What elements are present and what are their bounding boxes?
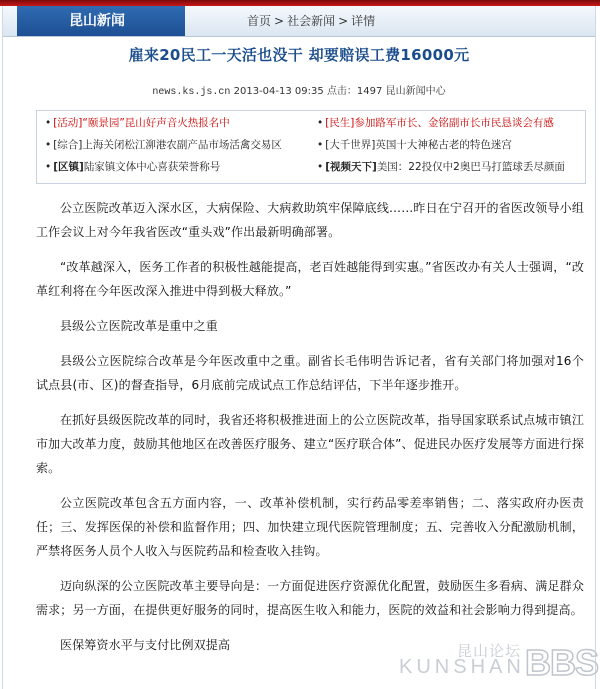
related-link-text[interactable]: 陆家镇文体中心喜获荣誉称号 (83, 161, 221, 173)
article-paragraph: 医保筹资水平与支付比例双提高 (60, 638, 231, 652)
article-paragraph: 公立医院改革包含五方面内容，一、改革补偿机制，实行药品零差率销售；二、落实政府办医责任；三、发挥医保的补偿和监督作用；四、加快建立现代医院管理制度；五、完善收入分配激励机制，严禁将医务人员个人收入与医院药品和检查收入挂钩。 (36, 496, 584, 558)
related-link-item[interactable] (45, 116, 230, 130)
related-link-text[interactable]: 参加路军市长、金铭副市长市民恳谈会有感 (354, 117, 554, 129)
breadcrumb-separator: > (274, 14, 285, 28)
breadcrumb-separator: > (338, 14, 349, 28)
watermark-cn: 昆山论坛 (457, 643, 522, 660)
article-meta (3, 82, 595, 98)
article-title: 雇来20民工一天活也没干 却要赔误工费16000元 (128, 46, 470, 64)
related-link-text[interactable]: 英国十大神秘古老的特色迷宫 (375, 139, 512, 151)
related-link-item[interactable] (317, 116, 554, 130)
bullet-icon: • (45, 139, 52, 151)
related-link-tag[interactable]: [大千世界] (325, 139, 376, 151)
related-links-box (36, 110, 586, 184)
article-paragraph: 迈向纵深的公立医院改革主要导向是：一方面促进医疗资源优化配置，鼓励医生多看病、满足群众需求；另一方面，在提供更好服务的同时，提高医生收入和能力，医院的效益和社会影响力得到提高。 (36, 579, 584, 617)
related-link-text[interactable]: 美国：22投仅中2奥巴马打篮球丢尽颜面 (376, 161, 565, 173)
site-brand[interactable]: 昆山新闻 (17, 6, 185, 36)
bullet-icon: • (317, 139, 324, 151)
breadcrumb (247, 6, 375, 36)
related-link-item[interactable] (317, 160, 565, 174)
article-paragraph: 县级公立医院综合改革是今年医改重中之重。副省长毛伟明告诉记者，省有关部门将加强对16个试点县(市、区)的督查指导，6月底前完成试点工作总结评估，下半年逐步推开。 (36, 354, 584, 392)
bullet-icon: • (317, 117, 324, 129)
watermark-en: KUNSHAN (399, 656, 525, 678)
related-link-item[interactable] (45, 138, 282, 152)
related-link-item[interactable] (317, 138, 512, 152)
related-link-tag[interactable]: [视频天下] (325, 161, 377, 173)
nav-bar (3, 6, 595, 37)
related-link-tag[interactable]: [综合] (53, 139, 83, 151)
related-link-text[interactable]: “颐景园”昆山好声音火热报名中 (82, 117, 230, 129)
related-link-tag[interactable]: [活动] (53, 117, 83, 129)
breadcrumb-social-news[interactable]: 社会新闻 (287, 14, 336, 28)
watermark-bbs-logo: BBS (525, 642, 599, 683)
breadcrumb-home[interactable]: 首页 (247, 14, 272, 28)
related-link-tag[interactable]: [区镇] (53, 161, 84, 173)
kunshan-bbs-watermark (395, 640, 599, 686)
article-paragraph: 县级公立医院改革是重中之重 (60, 319, 218, 333)
article-paragraph: 公立医院改革迈入深水区，大病保险、大病救助筑牢保障底线……昨日在宁召开的省医改领导小组工作会议上对今年我省医改“重头戏”作出最新明确部署。 (36, 201, 584, 239)
breadcrumb-detail: 详情 (351, 14, 376, 28)
related-link-text[interactable]: 上海关闭松江泖港农副产品市场活禽交易区 (82, 139, 282, 151)
article-body (36, 196, 584, 668)
article-date: 2013-04-13 09:35 (233, 86, 324, 97)
article-paragraph: “改革越深入，医务工作者的积极性越能提高，老百姓越能得到实惠。”省医改办有关人士强调，“改革红利将在今年医改深入推进中得到极大释放。” (36, 260, 584, 298)
related-link-item[interactable] (45, 160, 220, 174)
article-center: 昆山新闻中心 (385, 86, 446, 97)
article-paragraph: 在抓好县级医院改革的同时，我省还将积极推进面上的公立医院改革，指导国家联系试点城市镇江市加大改革力度，鼓励其他地区在改善医疗服务、建立“医疗联合体”、促进民办医疗发展等方面进行探索。 (36, 413, 584, 475)
related-link-tag[interactable]: [民生] (325, 117, 355, 129)
bullet-icon: • (45, 161, 52, 173)
bullet-icon: • (45, 117, 52, 129)
bullet-icon: • (317, 161, 324, 173)
article-clicks: 点击：1497 (326, 86, 383, 97)
article-source: news.ks.js.cn (152, 87, 231, 98)
